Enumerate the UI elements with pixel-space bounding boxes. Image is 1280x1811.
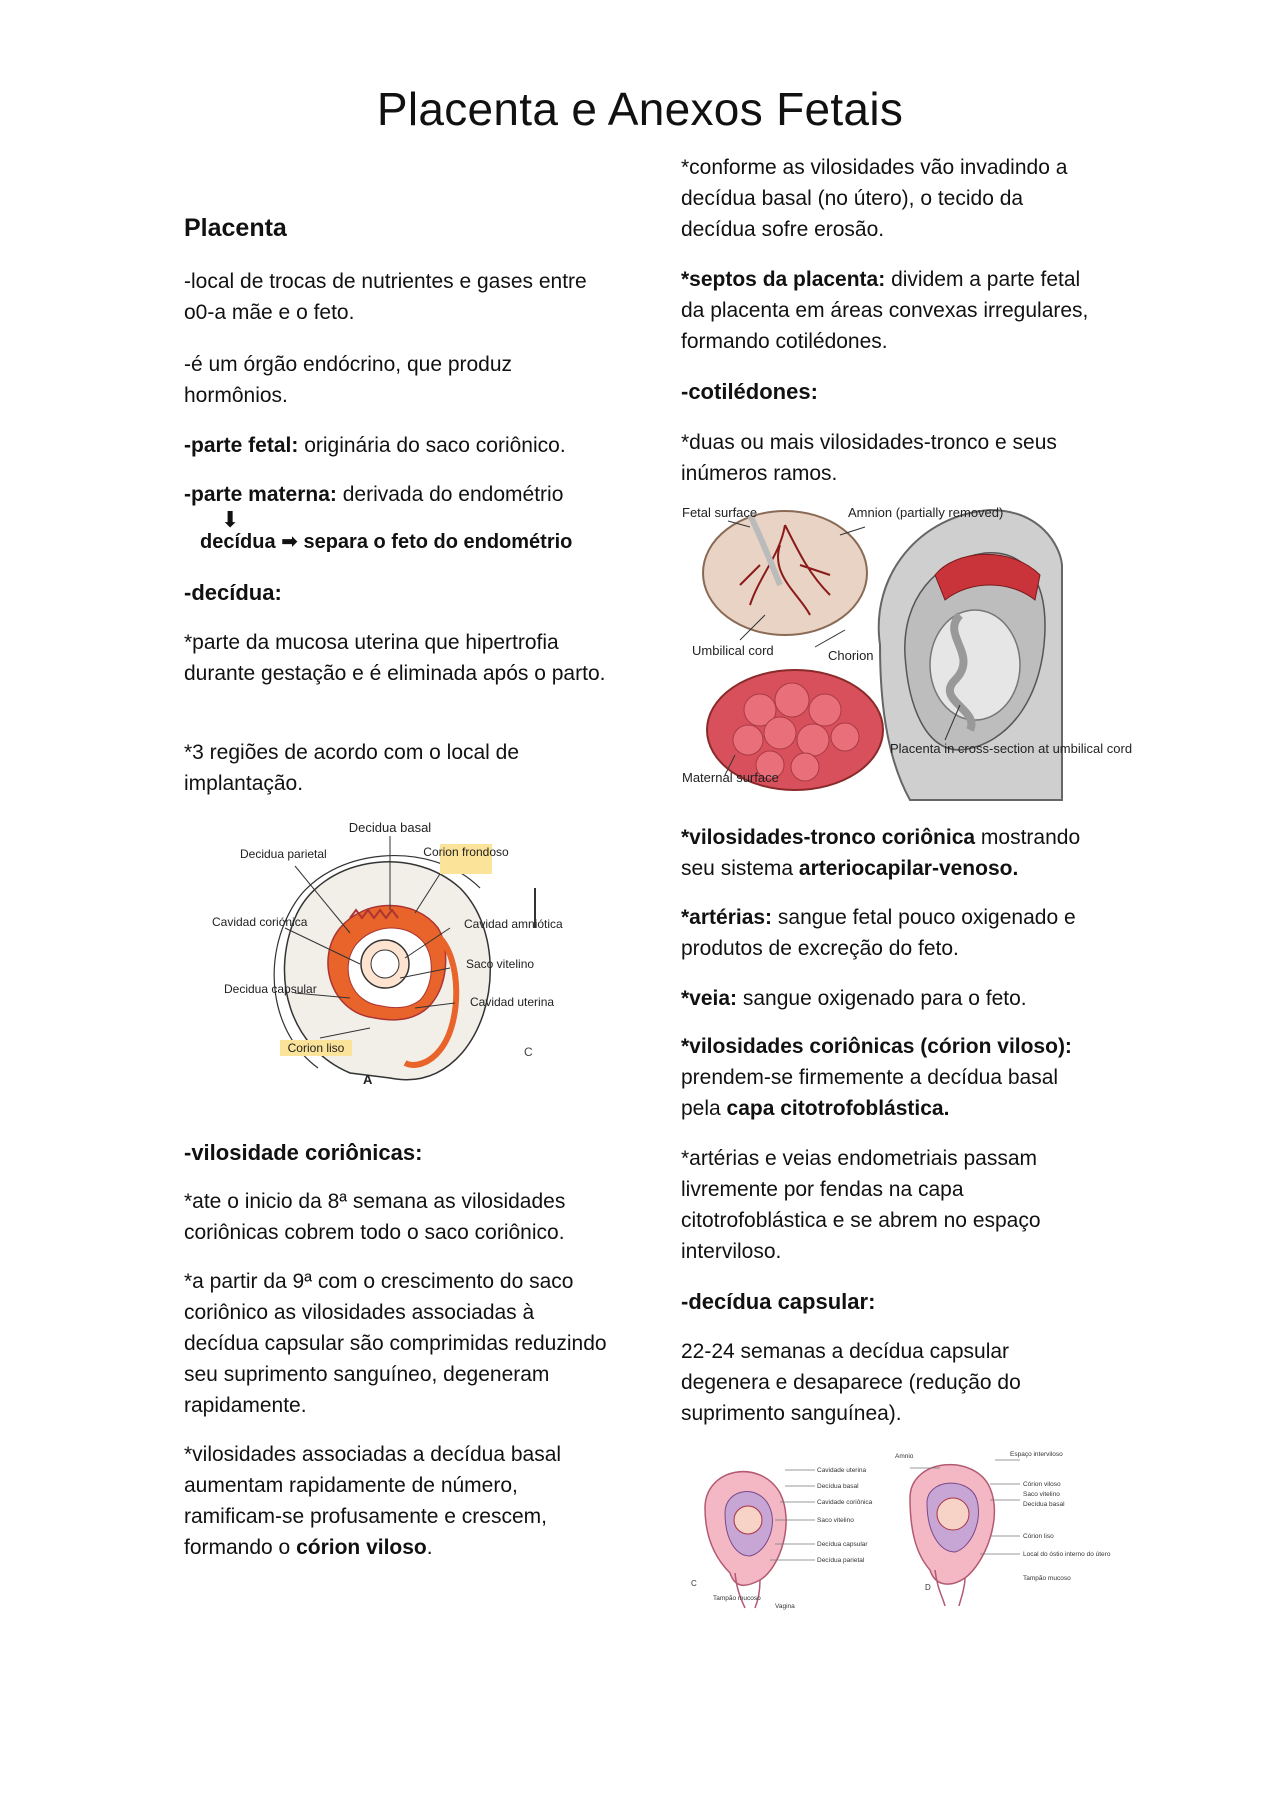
text-period: . (426, 1536, 433, 1559)
paragraph-22-24-semanas: 22-24 semanas a decídua capsular degenera e desaparece (redução do suprimento sanguínea). (681, 1340, 1021, 1425)
paragraph-8-semana: *ate o inicio da 8ª semana as vilosidades coriônicas cobrem todo o saco coriônico. (184, 1190, 566, 1244)
bold-corion-viloso: córion viloso (296, 1536, 427, 1559)
label-veia: *veia: (681, 987, 738, 1010)
label-amnio: Amnio (895, 1453, 914, 1460)
label-corion-liso: Corion liso (287, 1041, 345, 1055)
label-decidua-capsular: Decídua capsular (817, 1541, 868, 1548)
paragraph-decidua-basal (184, 1439, 614, 1563)
decidua-capsular-figure (685, 1448, 1111, 1610)
decidua-arrow-row (200, 527, 630, 558)
label-umbilical-cord: Umbilical cord (692, 643, 774, 658)
label-decidua-parietal: Decídua parietal (817, 1557, 865, 1564)
label-chorion: Chorion (828, 648, 874, 663)
subheading-cotiledones: -cotilédones: (681, 379, 818, 404)
label-parte-materna: -parte materna: (184, 483, 337, 506)
paragraph-arterias (681, 902, 1101, 964)
label-decidua-basal-right: Decídua basal (1023, 1501, 1065, 1508)
text-vilosidades-tronco: mostrando seu sistema (681, 826, 1081, 880)
label-tampao-mucoso-right: Tampão mucoso (1023, 1575, 1071, 1582)
label-saco-vitelino: Saco vitelino (466, 957, 535, 971)
decidua-regions-figure (200, 818, 563, 1100)
label-fetal-surface: Fetal surface (682, 505, 758, 520)
label-saco-vitelino: Saco vitelino (817, 1517, 854, 1524)
label-cavidad-uterina: Cavidad uterina (470, 995, 555, 1009)
label-local-do-ostio: Local do óstio interno do útero (1023, 1551, 1111, 1558)
paragraph-vilosidades-tronco (681, 822, 1101, 884)
label-decidua-capsular: Decidua capsular (224, 982, 317, 996)
placenta-surfaces-figure (680, 505, 1133, 800)
text-septos: dividem a parte fetal da placenta em áreas convexas irregulares, formando cotilédones. (681, 268, 1089, 353)
label-figure-c: C (691, 1579, 697, 1588)
bold-capa-citotrofoblastica: capa citotrofoblástica. (726, 1097, 950, 1120)
subheading-decidua: -decídua: (184, 580, 282, 605)
right-arrow-icon: ➡ (281, 531, 298, 553)
text-veia: sangue oxigenado para o feto. (737, 987, 1027, 1010)
label-cavidade-corionica: Cavidade coriônica (817, 1499, 873, 1506)
paragraph-mucosa: *parte da mucosa uterina que hipertrofia durante gestação e é eliminada após o parto. (184, 631, 606, 685)
label-maternal-surface: Maternal surface (682, 770, 779, 785)
text-parte-fetal: originária do saco coriônico. (298, 434, 566, 457)
label-corion-liso: Córion liso (1023, 1533, 1054, 1540)
paragraph-veia (681, 983, 1101, 1014)
down-arrow-icon: ⬇ (221, 507, 240, 532)
paragraph-septos (681, 264, 1101, 357)
label-vagina: Vagina (775, 1603, 795, 1610)
paragraph-arterias-veias: *artérias e veias endometriais passam livremente por fendas na capa citotrofoblástica e se abrem no espaço interviloso. (681, 1147, 1041, 1263)
paragraph-cotiledones: *duas ou mais vilosidades-tronco e seus inúmeros ramos. (681, 431, 1057, 485)
label-decidua-basal: Decídua basal (817, 1483, 859, 1490)
label-tampao-mucoso-left: Tampão mucoso (713, 1595, 761, 1602)
label-corion-frondoso: Corion frondoso (423, 845, 509, 859)
label-figure-a: A (363, 1072, 373, 1087)
label-cavidade-uterina: Cavidade uterina (817, 1467, 867, 1474)
section-heading-placenta: Placenta (184, 214, 287, 242)
label-corion-viloso: Córion viloso (1023, 1481, 1061, 1488)
label-septos: *septos da placenta: (681, 268, 886, 291)
paragraph-regioes: *3 regiões de acordo com o local de implantação. (184, 741, 520, 795)
label-figure-d: D (925, 1583, 931, 1592)
arrow-text: separa o feto do endométrio (303, 531, 573, 553)
arrow-word-decidua: decídua (200, 531, 276, 553)
label-cross-section: Placenta in cross-section at umbilical cord (890, 741, 1133, 756)
paragraph-9-semana: *a partir da 9ª com o crescimento do saco coriônico as vilosidades associadas à decídua capsular são comprimidas reduzindo seu suprimento sanguíneo, degeneram rapidamente. (184, 1270, 607, 1417)
bold-arteriocapilar: arteriocapilar-venoso. (798, 857, 1019, 880)
label-parte-fetal: -parte fetal: (184, 434, 299, 457)
label-amnion: Amnion (partially removed) (848, 505, 1004, 520)
text-arterias: sangue fetal pouco oxigenado e produtos de excreção do feto. (681, 906, 1076, 960)
text-vilosidades-corionicas: prendem-se firmemente a decídua basal pela (681, 1066, 1059, 1120)
label-decidua-parietal: Decidua parietal (240, 847, 327, 861)
paragraph-trocas: -local de trocas de nutrientes e gases entre o0-a mãe e o feto. (184, 270, 587, 324)
label-decidua-basal: Decidua basal (348, 820, 432, 835)
label-vilosidades-corionicas: *vilosidades coriônicas (córion viloso): (681, 1035, 1072, 1058)
label-espaco-interviloso: Espaço interviloso (1010, 1451, 1063, 1458)
label-figure-c: C (524, 1045, 533, 1059)
label-arterias: *artérias: (681, 906, 773, 929)
paragraph-endocrino: -é um órgão endócrino, que produz hormônios. (184, 353, 513, 407)
paragraph-parte-materna (184, 479, 614, 510)
label-vilosidades-tronco: *vilosidades-tronco coriônica (681, 826, 976, 849)
text-parte-materna: derivada do endométrio (336, 483, 564, 506)
text-decidua-basal: *vilosidades associadas a decídua basal aumentam rapidamente de número, ramificam-se profusamente e crescem, formando o (184, 1443, 562, 1559)
paragraph-erosao: *conforme as vilosidades vão invadindo a decídua basal (no útero), o tecido da decídua sofre erosão. (681, 156, 1068, 241)
subheading-vilosidade: -vilosidade coriônicas: (184, 1140, 423, 1165)
document-title: Placenta e Anexos Fetais (376, 83, 904, 135)
paragraph-corion-viloso (681, 1031, 1101, 1124)
paragraph-parte-fetal (184, 430, 614, 461)
label-cavidad-corionica: Cavidad coriónica (212, 915, 308, 929)
label-cavidad-amniotica: Cavidad amniótica (464, 917, 563, 931)
label-saco-vitelino-right: Saco vitelino (1023, 1491, 1060, 1498)
subheading-decidua-capsular: -decídua capsular: (681, 1289, 876, 1314)
